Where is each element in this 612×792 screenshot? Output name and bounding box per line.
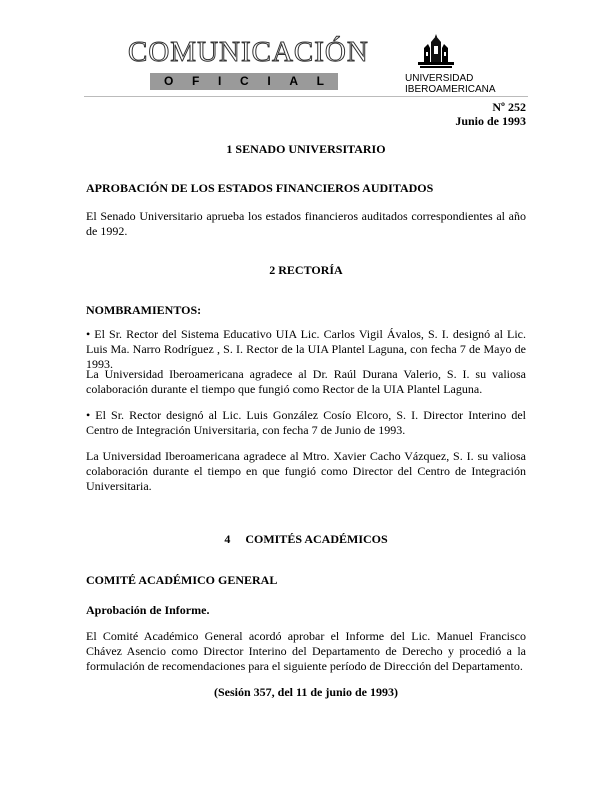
subheading-comite-general: COMITÉ ACADÉMICO GENERAL — [86, 573, 278, 587]
subtitle-letter: I — [218, 74, 222, 88]
subtitle-letter: O — [164, 74, 174, 88]
university-name-line2: IBEROAMERICANA — [405, 84, 496, 95]
session-reference: (Sesión 357, del 11 de junio de 1993) — [213, 685, 399, 699]
paragraph: El Senado Universitario aprueba los estados financieros auditados correspondientes al año de 1992. — [86, 209, 526, 238]
university-crest-icon — [416, 34, 456, 70]
header-divider — [84, 96, 528, 97]
subheading-nombramientos: NOMBRAMIENTOS: — [86, 303, 202, 317]
publication-subtitle — [150, 73, 338, 90]
paragraph: La Universidad Iberoamericana agradece al Dr. Raúl Durana Valerio, S. I. su valiosa colaboración durante el tiempo que fungió como Rector de la UIA Plantel Laguna. — [86, 367, 526, 396]
publication-title: COMUNICACIÓN — [128, 36, 369, 68]
subtitle-letter: L — [316, 74, 324, 88]
paragraph: La Universidad Iberoamericana agradece al Mtro. Xavier Cacho Vázquez, S. I. su valiosa colaboración durante el tiempo en que fungió como Director del Centro de Integración Universitaria. — [86, 449, 526, 493]
paragraph: El Comité Académico General acordó aprobar el Informe del Lic. Manuel Francisco Chávez Asencio como Director Interino del Departamento de Derecho y procedió a la formulación de recomendaciones para el siguiente período de Dirección del Departamento. — [86, 629, 526, 673]
issue-date: Junio de 1993 — [455, 114, 526, 128]
subheading-estados-financieros: APROBACIÓN DE LOS ESTADOS FINANCIEROS AUDITADOS — [86, 181, 434, 195]
subtitle-letter: F — [192, 74, 200, 88]
university-name-line1: UNIVERSIDAD — [405, 73, 474, 84]
subheading-aprobacion-informe: Aprobación de Informe. — [86, 603, 210, 617]
paragraph: • El Sr. Rector del Sistema Educativo UIA Lic. Carlos Vigil Ávalos, S. I. designó al Lic. Luis Ma. Narro Rodríguez , S. I. Rector de la UIA Plantel Laguna, con fecha 7 de Mayo de 1993. — [86, 327, 526, 371]
subtitle-letter: A — [289, 74, 298, 88]
subtitle-letter: I — [267, 74, 271, 88]
section-heading-senado: 1 SENADO UNIVERSITARIO — [226, 142, 386, 156]
issue-number: Nº 252 — [492, 100, 526, 114]
section-heading-comites: 4 COMITÉS ACADÉMICOS — [224, 532, 388, 546]
subtitle-letter: C — [240, 74, 249, 88]
paragraph: • El Sr. Rector designó al Lic. Luis González Cosío Elcoro, S. I. Director Interino del Centro de Integración Universitaria, con fecha 7 de Junio de 1993. — [86, 408, 526, 437]
section-heading-rectoria: 2 RECTORÍA — [269, 263, 343, 277]
